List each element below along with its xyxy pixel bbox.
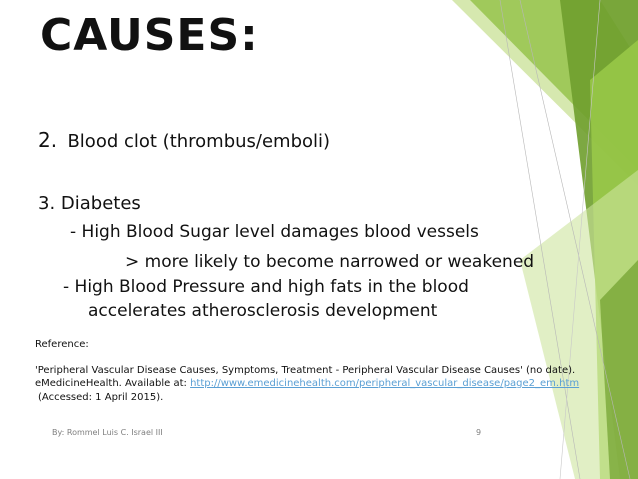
reference-url-link[interactable]: http://www.emedicinehealth.com/peripheral_vascular_disease/page2_em.htm — [190, 378, 580, 389]
reference-heading: Reference: — [35, 339, 89, 350]
reference-line-2-prefix: eMedicineHealth. Available at: — [35, 378, 191, 389]
cause-item-3-heading: 3. Diabetes — [38, 193, 141, 214]
diabetes-bullet-2-line-2: accelerates atherosclerosis development — [88, 301, 438, 321]
cause-item-2-text: Blood clot (thrombus/emboli) — [67, 131, 331, 152]
footer-page-number: 9 — [476, 428, 482, 437]
reference-line-3: (Accessed: 1 April 2015). — [38, 392, 164, 403]
diabetes-bullet-1: - High Blood Sugar level damages blood vessels — [70, 222, 479, 242]
reference-line-1: 'Peripheral Vascular Disease Causes, Symptoms, Treatment - Peripheral Vascular Disease Causes' (no date). — [35, 365, 576, 376]
footer-author: By: Rommel Luis C. Israel III — [52, 428, 163, 437]
diabetes-bullet-1-sub: > more likely to become narrowed or weakened — [125, 252, 535, 272]
cause-item-2-number: 2. — [38, 128, 58, 152]
reference-line-2 — [35, 377, 579, 390]
cause-item-2 — [38, 128, 330, 152]
diabetes-bullet-2-line-1: - High Blood Pressure and high fats in the blood — [63, 277, 469, 297]
slide-title: CAUSES: — [40, 10, 259, 61]
